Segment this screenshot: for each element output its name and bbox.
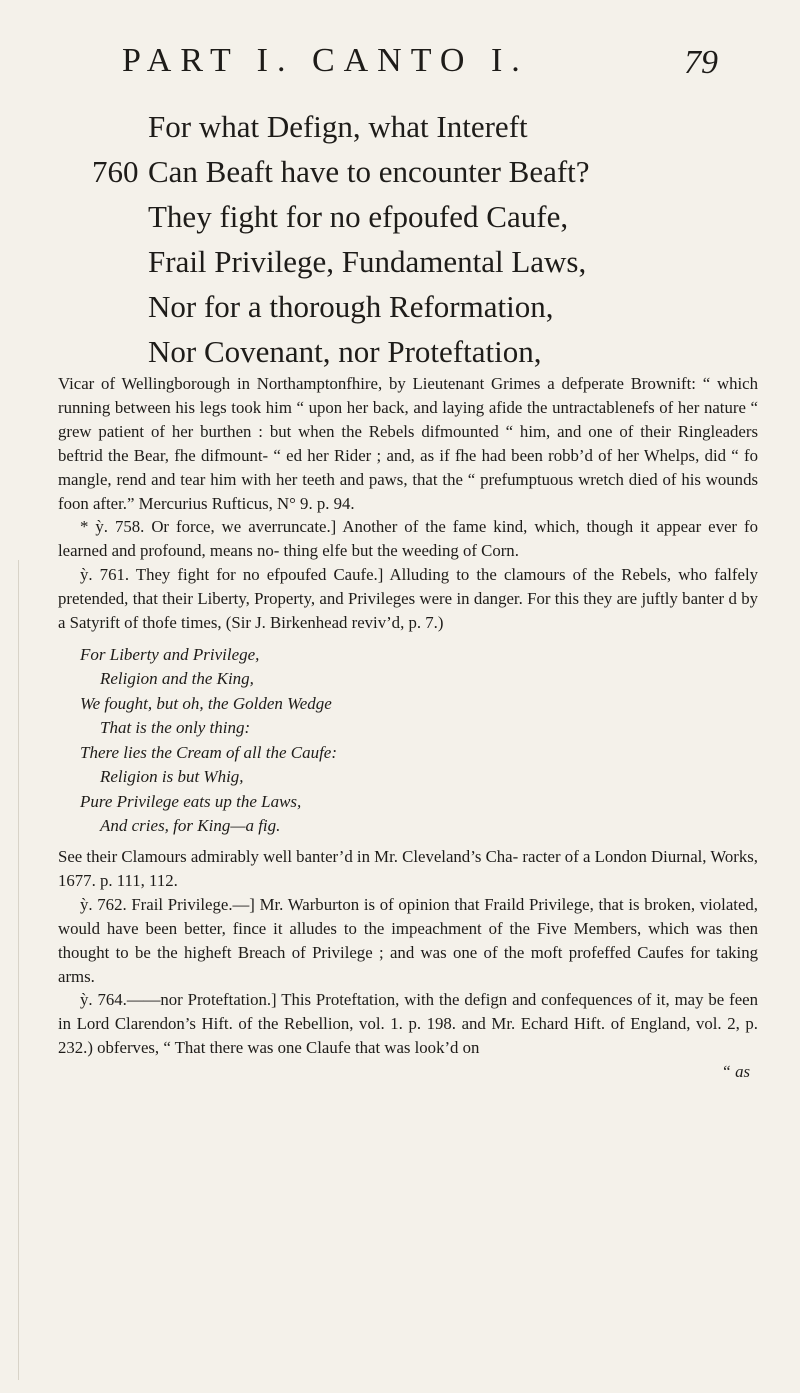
verse-line [92,284,742,329]
running-head: PART I. CANTO I. [122,42,529,79]
note-paragraph: * ỳ. 758. Or force, we averruncate.] Another of the fame kind, which, though it appear ever fo learned and profound, means no- thing elfe but the weeding of Corn. [58,517,758,561]
line-number: 760 [92,154,139,189]
quote-line: And cries, for King—a fig. [100,816,281,836]
quoted-verse [58,643,758,839]
verse-text: Frail Privilege, Fundamental Laws, [148,244,587,279]
page-number: 79 [684,44,718,81]
verse-line [92,104,742,149]
verse-text: Can Beaft have to encounter Beaft? [148,154,590,189]
verse-line [92,149,742,194]
note-paragraph: ỳ. 764.——nor Proteftation.] This Proteftation, with the defign and confequences of it, may be feen in Lord Clarendon’s Hift. of the Rebellion, vol. 1. p. 198. and Mr. Echard Hift. of England, vol. 2, p. 232.) obferves, “ That there was one Claufe that was look’d on [58,990,758,1058]
quote-line: That is the only thing: [100,718,251,738]
quote-line: Pure Privilege eats up the Laws, [80,791,302,811]
gutter-line [18,560,19,1380]
quote-line: We fought, but oh, the Golden Wedge [80,693,332,713]
note-paragraph: See their Clamours admirably well banter’d in Mr. Cleveland’s Cha- racter of a London Diurnal, Works, 1677. p. 111, 112. [58,846,758,890]
verse-text: Nor Covenant, nor Proteftation, [148,334,542,369]
note-paragraph: ỳ. 762. Frail Privilege.—] Mr. Warburton is of opinion that Fraild Privilege, that is broken, violated, would have been better, fince it alludes to the impeachment of the Five Members, which was then thought to be the higheft Breach of Privilege ; and was one of the moft profeffed Caufes for taking arms. [58,894,758,986]
catchword: “ as [721,1062,750,1082]
quote-line: For Liberty and Privilege, [80,644,260,664]
note-paragraph: Vicar of Wellingborough in Northamptonfhire, by Lieutenant Grimes a defperate Brownift: “ which running between his legs took him “ upon her back, and laying afide the untractablenefs of her nature “ grew patient of her burthen : but when the Rebels difmounted “ him, and one of their Ringleaders beftrid the Bear, fhe difmount- “ ed her Rider ; and, as if fhe had been robb’d of her Whelps, did “ fo mangle, rend and tear him with her teeth and paws, that the “ prefumptuous wretch died of his wounds foon after.” Mercurius Rufticus, N° 9. p. 94. [58,374,758,513]
quote-line: Religion and the King, [100,669,254,689]
verse-line [92,239,742,284]
quote-line: There lies the Cream of all the Caufe: [80,742,338,762]
verse-line [92,194,742,239]
quote-line: Religion is but Whig, [100,767,244,787]
verse-block [92,104,742,374]
note-paragraph: ỳ. 761. They fight for no efpoufed Caufe.] Alluding to the clamours of the Rebels, who falfely pretended, that their Liberty, Property, and Privileges were in danger. For this they are juftly banter d by a Satyrift of thofe times, (Sir J. Birkenhead reviv’d, p. 7.) [58,565,758,633]
footnotes [58,372,758,1084]
verse-text: Nor for a thorough Reformation, [148,289,554,324]
verse-text: They fight for no efpoufed Caufe, [148,199,569,234]
verse-text: For what Defign, what Intereft [148,109,528,144]
verse-line [92,329,742,374]
